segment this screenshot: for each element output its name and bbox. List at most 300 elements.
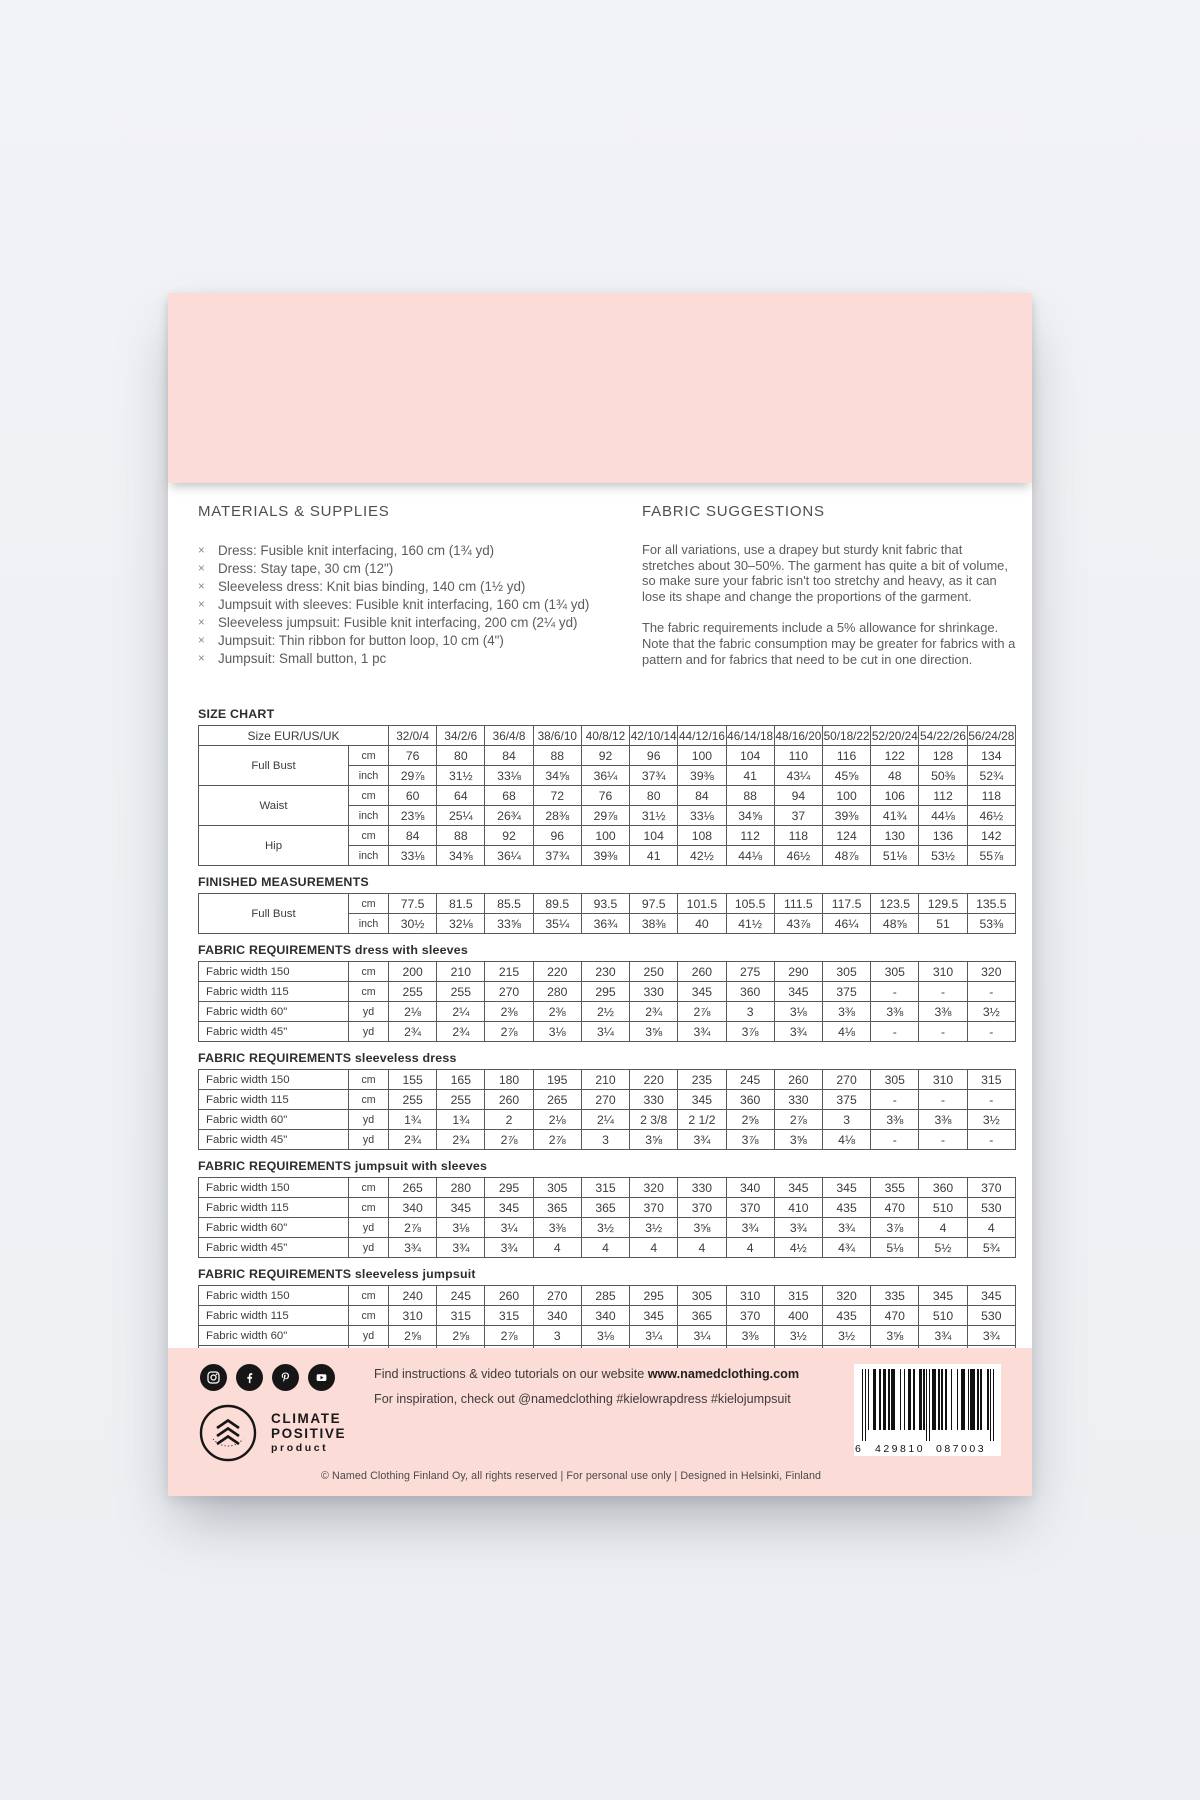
value-cell: 200 — [389, 962, 437, 982]
materials-item-text: Dress: Stay tape, 30 cm (12") — [218, 561, 394, 576]
unit-cell: inch — [349, 766, 389, 786]
unit-cell: yd — [349, 1326, 389, 1346]
value-cell: 1¾ — [437, 1110, 485, 1130]
value-cell: 34⅝ — [726, 806, 774, 826]
value-cell: 4 — [919, 1218, 967, 1238]
value-cell: 33⅛ — [389, 846, 437, 866]
value-cell: 105.5 — [726, 894, 774, 914]
table-row — [199, 786, 1016, 806]
footer-line-1-text: Find instructions & video tutorials on our website — [374, 1367, 648, 1381]
value-cell: 245 — [437, 1286, 485, 1306]
value-cell: 3¼ — [678, 1326, 726, 1346]
value-cell: - — [871, 1130, 919, 1150]
table-row — [199, 746, 1016, 766]
website-url: www.namedclothing.com — [647, 1367, 800, 1381]
materials-item-text: Jumpsuit with sleeves: Fusible knit interfacing, 160 cm (1¾ yd) — [218, 597, 590, 612]
value-cell: - — [871, 1090, 919, 1110]
unit-cell: yd — [349, 1218, 389, 1238]
value-cell: 3½ — [581, 1218, 629, 1238]
value-cell: 3½ — [967, 1110, 1015, 1130]
value-cell: 310 — [919, 1070, 967, 1090]
value-cell: 4 — [630, 1238, 678, 1258]
value-cell: 345 — [678, 982, 726, 1002]
value-cell: 3¾ — [774, 1218, 822, 1238]
table-row — [199, 894, 1016, 914]
value-cell: 80 — [437, 746, 485, 766]
value-cell: 255 — [437, 1090, 485, 1110]
value-cell: 330 — [774, 1090, 822, 1110]
table-section-label-caps: FINISHED MEASUREMENTS — [198, 875, 369, 890]
unit-cell: cm — [349, 1070, 389, 1090]
value-cell: 375 — [822, 982, 870, 1002]
value-cell: 85.5 — [485, 894, 533, 914]
footer-line-2: For inspiration, check out @namedclothing #kielowrapdress #kielojumpsuit — [374, 1392, 791, 1406]
value-cell: 39⅜ — [581, 846, 629, 866]
unit-cell: yd — [349, 1110, 389, 1130]
value-cell: 2⅞ — [485, 1022, 533, 1042]
unit-cell: cm — [349, 1198, 389, 1218]
table-row — [199, 1130, 1016, 1150]
value-cell: 5⅛ — [871, 1238, 919, 1258]
value-cell: 180 — [485, 1070, 533, 1090]
fabric-suggestions-section — [642, 503, 1016, 683]
value-cell: 3 — [822, 1110, 870, 1130]
value-cell: 128 — [919, 746, 967, 766]
value-cell: 96 — [630, 746, 678, 766]
value-cell: 245 — [726, 1070, 774, 1090]
value-cell: 365 — [581, 1198, 629, 1218]
value-cell: 33⅛ — [485, 766, 533, 786]
value-cell: - — [919, 1130, 967, 1150]
value-cell: 3⅞ — [871, 1218, 919, 1238]
table-row — [199, 1306, 1016, 1326]
value-cell: 220 — [533, 962, 581, 982]
value-cell: 315 — [485, 1306, 533, 1326]
value-cell: 1¾ — [389, 1110, 437, 1130]
value-cell: 3¾ — [678, 1130, 726, 1150]
table-section-label-variant: sleeveless jumpsuit — [351, 1267, 476, 1282]
value-cell: 51 — [919, 914, 967, 934]
value-cell: 3¾ — [678, 1022, 726, 1042]
unit-cell: cm — [349, 1178, 389, 1198]
value-cell: 510 — [919, 1306, 967, 1326]
value-cell: 3¾ — [822, 1218, 870, 1238]
value-cell: 2¾ — [437, 1130, 485, 1150]
value-cell: 220 — [630, 1070, 678, 1090]
size-column-header: 46/14/18 — [726, 726, 774, 746]
value-cell: 2¾ — [437, 1022, 485, 1042]
table-section-label — [198, 707, 1016, 721]
value-cell: 2¾ — [389, 1022, 437, 1042]
value-cell: 3⅜ — [919, 1002, 967, 1022]
value-cell: 360 — [726, 1090, 774, 1110]
row-label: Fabric width 115 — [199, 1198, 349, 1218]
value-cell: 255 — [389, 1090, 437, 1110]
value-cell: 315 — [774, 1286, 822, 1306]
value-cell: 51⅛ — [871, 846, 919, 866]
size-column-header: 32/0/4 — [389, 726, 437, 746]
fabric-suggestions-paragraph: The fabric requirements include a 5% allowance for shrinkage. Note that the fabric consumption may be greater for fabrics with a pattern and for fabrics that need to be cut in one direction. — [642, 620, 1016, 667]
row-group-name: Hip — [199, 826, 349, 866]
climate-positive-badge — [198, 1403, 346, 1463]
value-cell: - — [919, 982, 967, 1002]
value-cell: 3¾ — [437, 1238, 485, 1258]
materials-item — [198, 614, 642, 632]
value-cell: 48⅞ — [822, 846, 870, 866]
value-cell: 112 — [919, 786, 967, 806]
value-cell: 94 — [774, 786, 822, 806]
size-column-header: 54/22/26 — [919, 726, 967, 746]
value-cell: 130 — [871, 826, 919, 846]
size-column-header: 36/4/8 — [485, 726, 533, 746]
value-cell: 280 — [437, 1178, 485, 1198]
value-cell: 195 — [533, 1070, 581, 1090]
materials-item-text: Jumpsuit: Thin ribbon for button loop, 10 cm (4") — [218, 633, 504, 648]
materials-item — [198, 632, 642, 650]
measurement-table — [198, 1069, 1016, 1150]
size-column-header: 42/10/14 — [630, 726, 678, 746]
value-cell: 3⅜ — [871, 1002, 919, 1022]
value-cell: 76 — [581, 786, 629, 806]
value-cell: 3 — [581, 1130, 629, 1150]
unit-cell: cm — [349, 894, 389, 914]
value-cell: 100 — [581, 826, 629, 846]
value-cell: 2⅝ — [437, 1326, 485, 1346]
fabric-suggestions-paragraph: For all variations, use a drapey but sturdy knit fabric that stretches about 30–50%. The garment has quite a bit of volume, so make sure your fabric isn't too stretchy and heavy, as it can lose its shape and change the proportions of the garment. — [642, 542, 1008, 604]
value-cell: 2¼ — [437, 1002, 485, 1022]
value-cell: 96 — [533, 826, 581, 846]
value-cell: 28⅜ — [533, 806, 581, 826]
row-label: Fabric width 150 — [199, 1286, 349, 1306]
value-cell: 23⅝ — [389, 806, 437, 826]
value-cell: 2½ — [581, 1002, 629, 1022]
value-cell: 470 — [871, 1306, 919, 1326]
value-cell: 370 — [967, 1178, 1015, 1198]
materials-item — [198, 560, 642, 578]
footer-text — [374, 1362, 799, 1412]
value-cell: 117.5 — [822, 894, 870, 914]
value-cell: 3¾ — [726, 1218, 774, 1238]
value-cell: 330 — [630, 982, 678, 1002]
size-column-header: 48/16/20 — [774, 726, 822, 746]
value-cell: 84 — [678, 786, 726, 806]
value-cell: 345 — [485, 1198, 533, 1218]
value-cell: 260 — [774, 1070, 822, 1090]
value-cell: 4 — [581, 1238, 629, 1258]
pinterest-icon — [272, 1364, 299, 1391]
value-cell: 4 — [726, 1238, 774, 1258]
value-cell: 3⅜ — [822, 1002, 870, 1022]
value-cell: 43¼ — [774, 766, 822, 786]
unit-cell: yd — [349, 1130, 389, 1150]
value-cell: 68 — [485, 786, 533, 806]
value-cell: 270 — [533, 1286, 581, 1306]
value-cell: 92 — [485, 826, 533, 846]
value-cell: 235 — [678, 1070, 726, 1090]
value-cell: 100 — [822, 786, 870, 806]
measurement-table — [198, 961, 1016, 1042]
table-header-row — [199, 726, 1016, 746]
value-cell: 3½ — [822, 1326, 870, 1346]
value-cell: 110 — [774, 746, 822, 766]
value-cell: 36¼ — [581, 766, 629, 786]
value-cell: 320 — [822, 1286, 870, 1306]
unit-cell: inch — [349, 914, 389, 934]
value-cell: 37¾ — [630, 766, 678, 786]
value-cell: 89.5 — [533, 894, 581, 914]
value-cell: 44⅛ — [726, 846, 774, 866]
table-row — [199, 1070, 1016, 1090]
value-cell: 4⅛ — [822, 1022, 870, 1042]
value-cell: 2¾ — [389, 1130, 437, 1150]
value-cell: 41½ — [726, 914, 774, 934]
value-cell: 33⅝ — [485, 914, 533, 934]
facebook-icon — [236, 1364, 263, 1391]
table-row — [199, 1286, 1016, 1306]
climate-word-2: POSITIVE — [271, 1426, 347, 1441]
value-cell: 3⅝ — [630, 1022, 678, 1042]
value-cell: 33⅛ — [678, 806, 726, 826]
value-cell: 4¾ — [822, 1238, 870, 1258]
materials-title: MATERIALS & SUPPLIES — [198, 503, 390, 520]
row-label: Fabric width 60" — [199, 1218, 349, 1238]
x-bullet-icon: × — [198, 635, 205, 647]
value-cell: 370 — [678, 1198, 726, 1218]
value-cell: 84 — [389, 826, 437, 846]
value-cell: 340 — [389, 1198, 437, 1218]
value-cell: - — [871, 982, 919, 1002]
value-cell: 530 — [967, 1306, 1015, 1326]
value-cell: 2⅜ — [533, 1002, 581, 1022]
value-cell: 26¾ — [485, 806, 533, 826]
measurement-table — [198, 893, 1016, 934]
value-cell: 320 — [630, 1178, 678, 1198]
value-cell: 39⅜ — [822, 806, 870, 826]
value-cell: 345 — [774, 1178, 822, 1198]
value-cell: 210 — [581, 1070, 629, 1090]
size-column-header: 50/18/22 — [822, 726, 870, 746]
value-cell: - — [967, 982, 1015, 1002]
value-cell: 2¼ — [581, 1110, 629, 1130]
measurement-tables — [198, 707, 1016, 1366]
value-cell: 340 — [581, 1306, 629, 1326]
value-cell: 345 — [967, 1286, 1015, 1306]
value-cell: 84 — [485, 746, 533, 766]
unit-cell: cm — [349, 786, 389, 806]
value-cell: 305 — [533, 1178, 581, 1198]
value-cell: 260 — [485, 1090, 533, 1110]
value-cell: 122 — [871, 746, 919, 766]
value-cell: 106 — [871, 786, 919, 806]
x-bullet-icon: × — [198, 581, 205, 593]
value-cell: 4 — [678, 1238, 726, 1258]
value-cell: 3⅜ — [871, 1110, 919, 1130]
value-cell: 81.5 — [437, 894, 485, 914]
value-cell: 2 — [485, 1110, 533, 1130]
table-row — [199, 1198, 1016, 1218]
pattern-envelope-back — [168, 293, 1032, 1496]
value-cell: 265 — [533, 1090, 581, 1110]
value-cell: 5¾ — [967, 1238, 1015, 1258]
value-cell: 270 — [485, 982, 533, 1002]
value-cell: 123.5 — [871, 894, 919, 914]
value-cell: 3⅞ — [726, 1022, 774, 1042]
value-cell: 345 — [678, 1090, 726, 1110]
value-cell: 77.5 — [389, 894, 437, 914]
value-cell: 53⅜ — [967, 914, 1015, 934]
value-cell: 310 — [726, 1286, 774, 1306]
materials-item-text: Dress: Fusible knit interfacing, 160 cm (1¾ yd) — [218, 543, 495, 558]
fabric-suggestions-title: FABRIC SUGGESTIONS — [642, 503, 825, 520]
value-cell: 360 — [919, 1178, 967, 1198]
value-cell: 370 — [726, 1306, 774, 1326]
value-cell: 4 — [533, 1238, 581, 1258]
value-cell: 104 — [726, 746, 774, 766]
row-label: Fabric width 150 — [199, 1178, 349, 1198]
x-bullet-icon: × — [198, 617, 205, 629]
value-cell: 3¼ — [630, 1326, 678, 1346]
value-cell: 3⅛ — [533, 1022, 581, 1042]
value-cell: 4 — [967, 1218, 1015, 1238]
unit-cell: yd — [349, 1238, 389, 1258]
value-cell: 46½ — [967, 806, 1015, 826]
value-cell: 215 — [485, 962, 533, 982]
row-group-name: Full Bust — [199, 746, 349, 786]
table-row — [199, 982, 1016, 1002]
value-cell: 32⅛ — [437, 914, 485, 934]
unit-cell: cm — [349, 982, 389, 1002]
table-row — [199, 826, 1016, 846]
value-cell: 240 — [389, 1286, 437, 1306]
x-bullet-icon: × — [198, 599, 205, 611]
climate-word-1: CLIMATE — [271, 1411, 342, 1426]
value-cell: 108 — [678, 826, 726, 846]
value-cell: 295 — [485, 1178, 533, 1198]
row-label: Fabric width 60" — [199, 1326, 349, 1346]
value-cell: 4⅛ — [822, 1130, 870, 1150]
value-cell: 210 — [437, 962, 485, 982]
value-cell: 370 — [630, 1198, 678, 1218]
table-section-label-caps: FABRIC REQUIREMENTS — [198, 943, 352, 958]
value-cell: 285 — [581, 1286, 629, 1306]
value-cell: 55⅞ — [967, 846, 1015, 866]
table-row — [199, 1090, 1016, 1110]
row-group-name: Full Bust — [199, 894, 349, 934]
value-cell: 2⅞ — [389, 1218, 437, 1238]
value-cell: 305 — [871, 1070, 919, 1090]
value-cell: 295 — [581, 982, 629, 1002]
value-cell: 36¾ — [581, 914, 629, 934]
value-cell: 270 — [581, 1090, 629, 1110]
row-group-name: Waist — [199, 786, 349, 826]
value-cell: 134 — [967, 746, 1015, 766]
value-cell: 34⅝ — [533, 766, 581, 786]
materials-item — [198, 542, 642, 560]
unit-cell: inch — [349, 846, 389, 866]
value-cell: 88 — [533, 746, 581, 766]
row-label: Fabric width 45" — [199, 1022, 349, 1042]
value-cell: 3⅛ — [774, 1002, 822, 1022]
value-cell: 345 — [822, 1178, 870, 1198]
top-pink-band — [168, 293, 1032, 483]
barcode: 6 429810 087003 — [854, 1364, 1001, 1456]
value-cell: 2⅜ — [485, 1002, 533, 1022]
value-cell: 3⅛ — [581, 1326, 629, 1346]
value-cell: 305 — [822, 962, 870, 982]
value-cell: 305 — [678, 1286, 726, 1306]
table-section-label — [198, 875, 1016, 889]
climate-stamp-icon — [198, 1403, 258, 1463]
value-cell: 3 — [533, 1326, 581, 1346]
footer-line-1 — [374, 1362, 799, 1387]
value-cell: 135.5 — [967, 894, 1015, 914]
value-cell: 360 — [726, 982, 774, 1002]
value-cell: 64 — [437, 786, 485, 806]
unit-cell: yd — [349, 1002, 389, 1022]
table-section-label-variant: jumpsuit with sleeves — [351, 1159, 488, 1174]
materials-list — [198, 542, 642, 668]
value-cell: 36¼ — [485, 846, 533, 866]
materials-section — [198, 503, 642, 683]
value-cell: 260 — [678, 962, 726, 982]
table-section-label-caps: FABRIC REQUIREMENTS — [198, 1159, 352, 1174]
value-cell: 315 — [581, 1178, 629, 1198]
materials-item — [198, 650, 642, 668]
value-cell: 40 — [678, 914, 726, 934]
value-cell: 435 — [822, 1306, 870, 1326]
value-cell: 345 — [774, 982, 822, 1002]
value-cell: 3½ — [630, 1218, 678, 1238]
value-cell: 375 — [822, 1090, 870, 1110]
value-cell: 2 1/2 — [678, 1110, 726, 1130]
x-bullet-icon: × — [198, 545, 205, 557]
value-cell: 410 — [774, 1198, 822, 1218]
value-cell: 310 — [389, 1306, 437, 1326]
value-cell: 112 — [726, 826, 774, 846]
value-cell: 25¼ — [437, 806, 485, 826]
value-cell: 136 — [919, 826, 967, 846]
value-cell: 3 — [726, 1002, 774, 1022]
value-cell: 2 3/8 — [630, 1110, 678, 1130]
value-cell: 2⅝ — [726, 1110, 774, 1130]
table-section-label — [198, 1051, 1016, 1065]
value-cell: 3¼ — [485, 1218, 533, 1238]
value-cell: 46½ — [774, 846, 822, 866]
value-cell: 2⅞ — [485, 1326, 533, 1346]
row-label: Fabric width 45" — [199, 1238, 349, 1258]
value-cell: 3½ — [774, 1326, 822, 1346]
value-cell: 3⅝ — [630, 1130, 678, 1150]
value-cell: 370 — [726, 1198, 774, 1218]
value-cell: 345 — [437, 1198, 485, 1218]
barcode-bars — [862, 1369, 995, 1441]
value-cell: 48⅝ — [871, 914, 919, 934]
value-cell: 3¾ — [967, 1326, 1015, 1346]
value-cell: 72 — [533, 786, 581, 806]
value-cell: 38⅜ — [630, 914, 678, 934]
value-cell: 400 — [774, 1306, 822, 1326]
climate-words — [271, 1411, 346, 1455]
value-cell: 37¾ — [533, 846, 581, 866]
value-cell: 60 — [389, 786, 437, 806]
value-cell: 3⅞ — [726, 1130, 774, 1150]
value-cell: 340 — [533, 1306, 581, 1326]
value-cell: 43⅞ — [774, 914, 822, 934]
value-cell: 4½ — [774, 1238, 822, 1258]
value-cell: 305 — [871, 962, 919, 982]
table-row — [199, 1178, 1016, 1198]
value-cell: 3⅝ — [774, 1130, 822, 1150]
